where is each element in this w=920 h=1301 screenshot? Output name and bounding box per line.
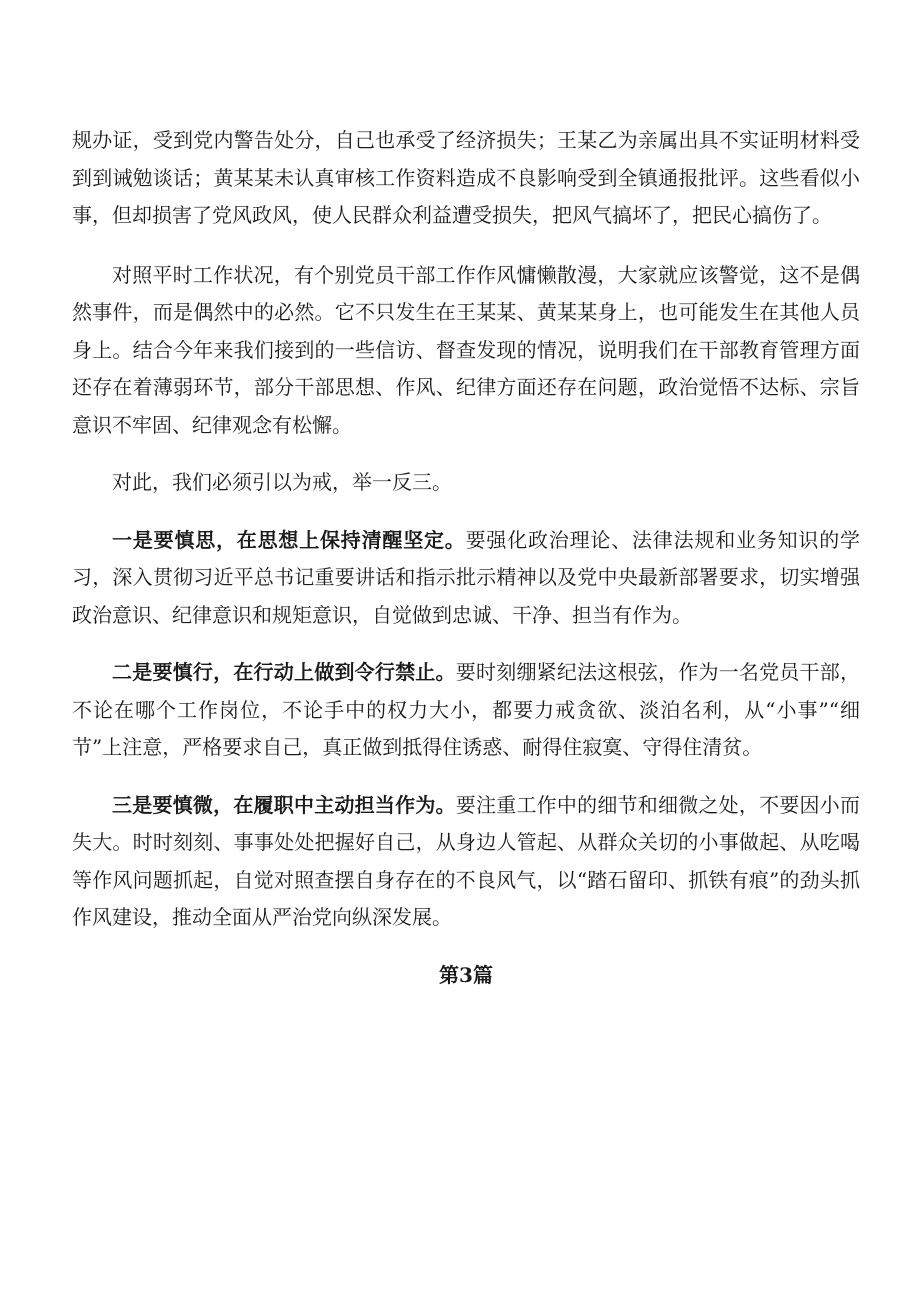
paragraph-point-three <box>72 787 860 937</box>
paragraph-point-one <box>72 522 860 635</box>
paragraph-lead: 一是要慎思，在思想上保持清醒坚定。 <box>112 527 466 552</box>
paragraph-text: 对照平时工作状况，有个别党员干部工作作风慵懒散漫，大家就应该警觉，这不是偶然事件，而是偶然中的必然。它不只发生在王某某、黄某某身上，也可能发生在其他人员身上。结合今年来我们接到的一些信访、督查发现的情况，说明我们在干部教育管理方面还存在着薄弱环节，部分干部思想、作风、纪律方面还存在问题，政治觉悟不达标、宗旨意识不牢固、纪律观念有松懈。 <box>72 262 860 437</box>
paragraph-lead: 二是要慎行，在行动上做到令行禁止。 <box>112 660 456 684</box>
paragraph-point-two <box>72 654 860 767</box>
paragraph-text: 要时刻绷紧纪法这根弦，作为一名党员干部，不论在哪个工作岗位，不论手中的权力大小，都要力戒贪欲、淡泊名利，从“小事”“细节”上注意，严格要求自己，真正做到抵得住诱惑、耐得住寂寞、守得住清贫。 <box>72 660 861 759</box>
section-heading: 第3篇 <box>439 962 493 987</box>
paragraph-reflection <box>72 257 860 445</box>
paragraph-text: 要注重工作中的细节和细微之处，不要因小而失大。时时刻刻、事事处处把握好自己，从身边人管起、从群众关切的小事做起、从吃喝等作风问题抓起，自觉对照查摆自身存在的不良风气，以“踏石留印、抓铁有痕”的劲头抓作风建设，推动全面从严治党向纵深发展。 <box>72 792 861 929</box>
paragraph-text: 对此，我们必须引以为戒，举一反三。 <box>112 470 452 494</box>
paragraph-text: 要强化政治理论、法律法规和业务知识的学习，深入贯彻习近平总书记重要讲话和指示批示精神以及党中央最新部署要求，切实增强政治意识、纪律意识和规矩意识，自觉做到忠诚、干净、担当有作为。 <box>72 527 861 627</box>
paragraph-lesson <box>72 464 860 502</box>
paragraph-lead: 三是要慎微，在履职中主动担当作为。 <box>112 792 456 817</box>
paragraph-text: 规办证，受到党内警告处分，自己也承受了经济损失；王某乙为亲属出具不实证明材料受到到诫勉谈话；黄某某未认真审核工作资料造成不良影响受到全镇通报批评。这些看似小事，但却损害了党风政风，使人民群众利益遭受损失，把风气搞坏了，把民心搞伤了。 <box>72 128 860 227</box>
paragraph-continuation <box>72 122 860 235</box>
